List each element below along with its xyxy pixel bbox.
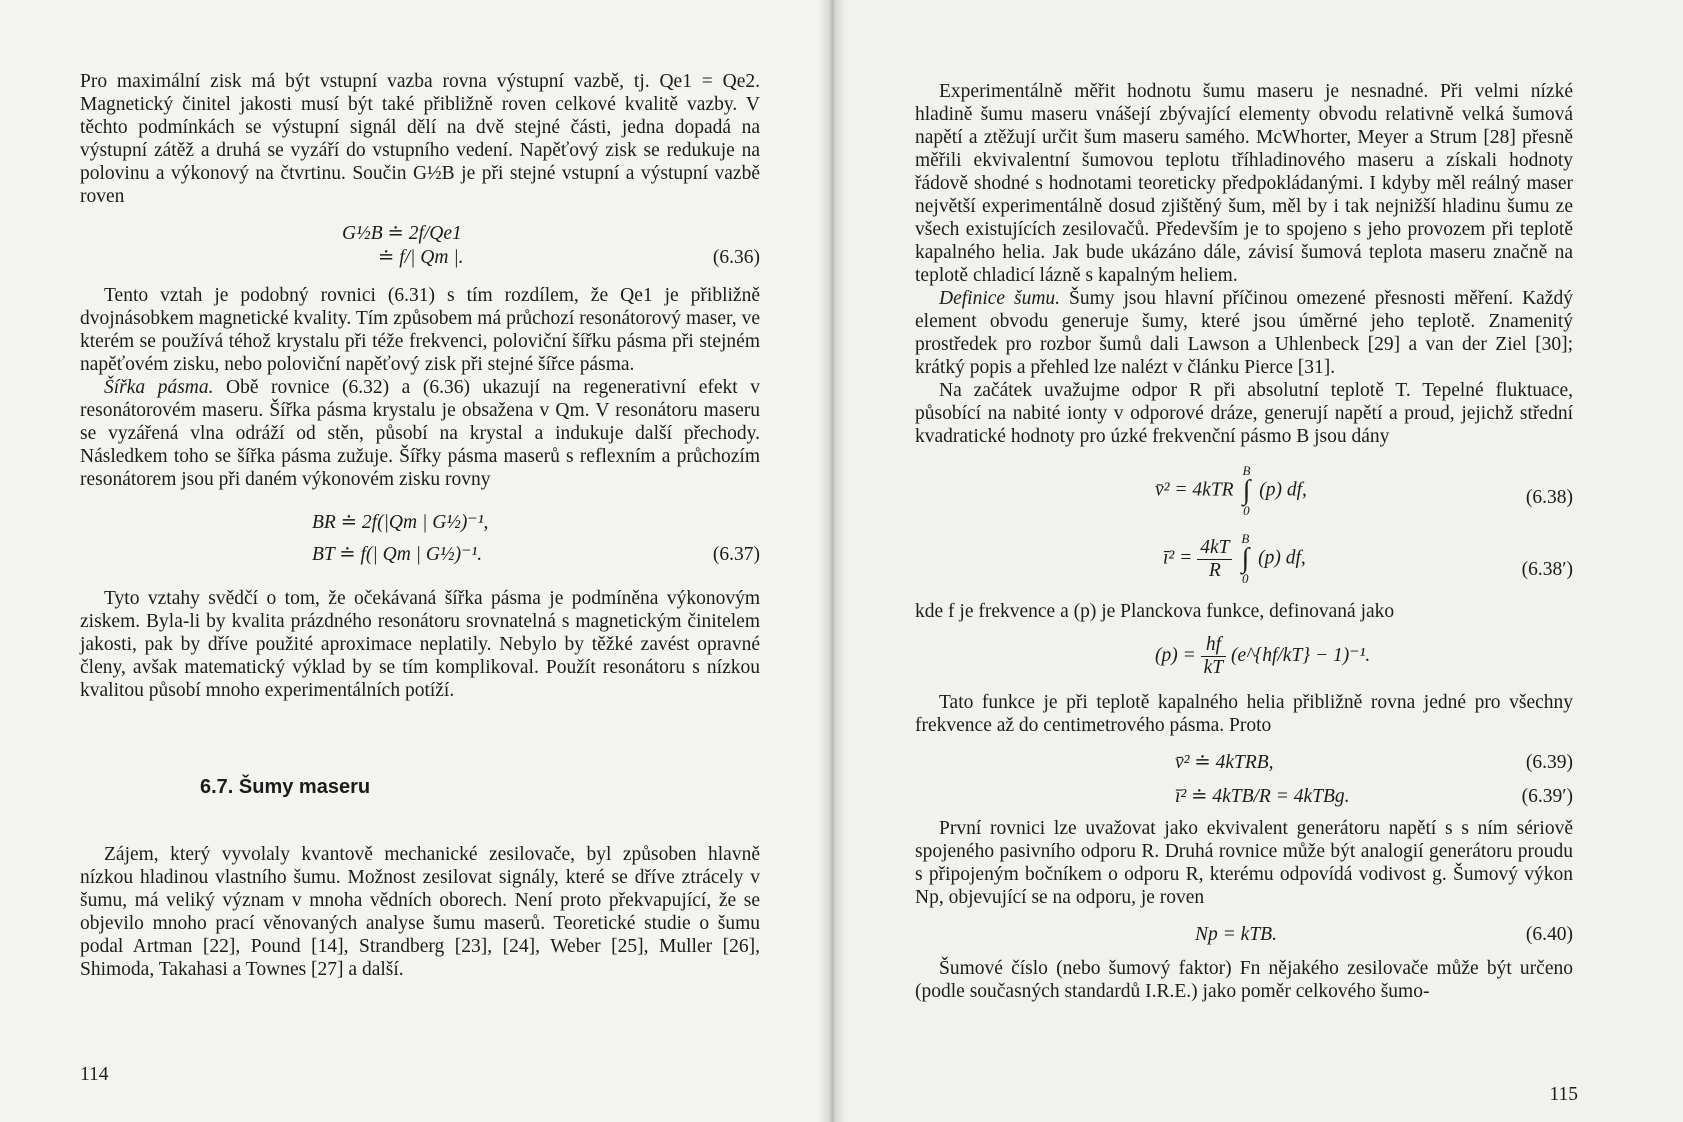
paragraph-body: Šumy jsou hlavní příčinou omezené přesnosti měření. Každý element obvodu generuje šumy, které jsou úměrné jeho teplotě. Znamenitý prostředek pro rozbor šumů dali Lawson a Uhlenbeck [29] a van der Ziel [30]; krátký popis a přehled lze nalézt v článku Pierce [31]. — [915, 288, 1573, 378]
fraction — [1201, 634, 1227, 679]
equation-text: ī² ≐ 4kTB/R = 4kTBg. — [1175, 786, 1350, 808]
paragraph: Experimentálně měřit hodnotu šumu maseru je nesnadné. Při velmi nízké hladině šumu maseru vnášejí zbývající elementy obvodu relativně velká šumová napětí a ztěžují určit šum maseru samého. McWhorter, Meyer a Strum [28] přesně měřili ekvivalentní šumovou teplotu tříhladinového maseru a získali hodnoty řádově shodné s hodnotami teoreticky předpokládanými. I kdyby měl reálný maser největší experimentálně dosud zjištěný šum, měl by i tak nejnižší hladinu šumu ze všech existujících zesilovačů. Především je to spojeno s jeho provozem při teplotě kapalného helia. Jak bude ukázáno dále, závisí šumová teplota maseru značně na teplotě chladicí lázně s kapalným heliem. — [915, 81, 1573, 286]
equation-line — [312, 543, 760, 567]
integral-sign: B ∫ 0 — [1241, 531, 1250, 586]
integral-lower-limit: 0 — [1243, 503, 1250, 518]
equation-number: (6.36) — [712, 247, 760, 268]
equation-6-36 — [342, 222, 760, 270]
equation-6-40 — [915, 923, 1573, 947]
equation-6-39 — [915, 751, 1573, 809]
equation-rhs: (e^{hf/kT} − 1)⁻¹. — [1231, 645, 1371, 666]
equation-text: v̄² ≐ 4kTRB, — [1175, 752, 1274, 774]
fraction-numerator: 4kT — [1197, 537, 1232, 560]
equation-line — [1155, 464, 1573, 518]
book-gutter — [818, 0, 846, 1122]
paragraph: Tato funkce je při teplotě kapalného helia přibližně rovna jedné pro všechny frekvence až do centimetrového pásma. Proto — [915, 692, 1573, 737]
left-page — [0, 0, 830, 1122]
paragraph: První rovnici lze uvažovat jako ekvivalent generátoru napětí s s ním sériově spojeného pasivního odporu R. Druhá rovnice může být analogií generátoru proudu s připojeným bočníkem o odporu R, kterému odpovídá vodivost g. Šumový výkon Np, objevující se na odporu, je roven — [915, 818, 1573, 909]
paragraph: Zájem, který vyvolaly kvantově mechanické zesilovače, byl způsoben hlavně nízkou hladinou vlastního šumu. Možnost zesilovat signály, které se dříve ztrácely v šumu, má veliký význam v mnoha vědních oborech. Není proto překvapující, že se objevilo mnoho prací věnovaných analyse šumu maserů. Teoretické studie o šumu podal Artman [22], Pound [14], Strandberg [23], [24], Weber [25], Muller [26], Shimoda, Takahasi a Townes [27] a další. — [80, 844, 760, 980]
paragraph: Tyto vztahy svědčí o tom, že očekávaná šířka pásma je podmíněna výkonovým ziskem. Byla-li by kvalita prázdného resonátoru srovnatelná s magnetickým činitelem jakosti, pak by dříve použité aproximace neplatily. Nebylo by těžké zavést opravné členy, avšak matematický výklad by se tím komplikoval. Použít resonátoru s nízkou kvalitou působí mnoho experimentálních potíží. — [80, 588, 760, 701]
equation-number: (6.39′) — [1521, 786, 1573, 808]
equation-text: ≐ f/| Qm |. — [378, 247, 464, 268]
fraction — [1197, 537, 1232, 582]
integral-sign: B ∫ 0 — [1242, 463, 1251, 518]
right-page — [830, 0, 1683, 1122]
equation-line — [1175, 785, 1573, 809]
page-number: 115 — [1549, 1084, 1578, 1105]
equation-lhs: (p) = — [1155, 645, 1196, 666]
equation-line — [1195, 923, 1573, 947]
equation-number: (6.38) — [1525, 487, 1573, 508]
equation-number: (6.37) — [712, 544, 760, 565]
integral-upper-limit: B — [1242, 463, 1251, 478]
equation-line — [1163, 532, 1573, 586]
equation-line — [1155, 633, 1573, 679]
paragraph-lead: Šířka pásma. — [104, 377, 214, 398]
fraction-numerator: hf — [1201, 634, 1227, 657]
equation-number: (6.38′) — [1521, 559, 1573, 580]
equation-number: (6.39) — [1525, 752, 1573, 774]
equation-6-37 — [312, 511, 760, 567]
equation-number: (6.40) — [1525, 924, 1573, 946]
paragraph: Pro maximální zisk má být vstupní vazba rovna výstupní vazbě, tj. Qe1 = Qe2. Magnetický činitel jakosti musí být také přibližně roven celkové kvalitě vazby. V těchto podmínkách se výstupní signál dělí na dvě stejné části, jedna dopadá na výstupní zátěž a druhá se vyzáří do vstupního vedení. Napěťový zisk se redukuje na polovinu a výkonový na čtvrtinu. Součin G½B je při stejné vstupní a výstupní vazbě roven — [80, 71, 760, 207]
equation-line: G½B ≐ 2f/Qe1 — [342, 223, 462, 244]
equation-lhs: ī² = — [1163, 547, 1193, 569]
equation-line — [1175, 751, 1573, 775]
section-heading: 6.7. Šumy maseru — [200, 776, 371, 798]
fraction-denominator: R — [1208, 559, 1221, 581]
page-number: 114 — [80, 1064, 109, 1085]
paragraph: kde f je frekvence a (p) je Planckova funkce, definovaná jako — [915, 601, 1395, 622]
paragraph — [915, 287, 1573, 379]
equation-rhs: (p) df, — [1258, 547, 1306, 569]
paragraph: Šumové číslo (nebo šumový faktor) Fn nějakého zesilovače může být určeno (podle současných standardů I.R.E.) jako poměr celkového šumo- — [915, 958, 1573, 1003]
equation-6-38 — [915, 464, 1573, 518]
integral-upper-limit: B — [1241, 531, 1250, 546]
paragraph: Tento vztah je podobný rovnici (6.31) s tím rozdílem, že Qe1 je přibližně dvojnásobkem magnetické kvality. Tím způsobem má průchozí resonátorový maser, ve kterém se používá téhož krystalu při téže frekvenci, poloviční šířku pásma při stejném napěťovém zisku, nebo poloviční napěťový zisk při stejné šířce pásma. — [80, 285, 760, 375]
paragraph — [80, 376, 760, 491]
equation-line — [342, 246, 760, 270]
integral-lower-limit: 0 — [1242, 571, 1249, 586]
equation-line: BR ≐ 2f(|Qm | G½)⁻¹, — [312, 512, 489, 533]
equation-rhs: (p) df, — [1259, 479, 1307, 501]
fraction-denominator: kT — [1203, 657, 1224, 679]
equation-lhs: v̄² = 4kTR — [1155, 479, 1234, 501]
equation-text: Np = kTB. — [1195, 924, 1277, 946]
equation-planck — [915, 633, 1573, 679]
paragraph: Na začátek uvažujme odpor R při absolutní teplotě T. Tepelné fluktuace, působící na nabité ionty v odporové dráze, generují napětí a proud, jejichž střední kvadratické hodnoty pro úzké frekvenční pásmo B jsou dány — [915, 380, 1573, 447]
equation-text: BT ≐ f(| Qm | G½)⁻¹. — [312, 544, 483, 565]
equation-6-38-prime — [915, 532, 1573, 586]
paragraph-body: Obě rovnice (6.32) a (6.36) ukazují na regenerativní efekt v resonátorovém maseru. Šířka pásma krystalu je obsažena v Qm. V resonátoru maseru se vyzářená vlna odráží od stěn, působí na krystal a indukuje další přechody. Následkem toho se šířka pásma zužuje. Šířky pásma maserů s reflexním a průchozím resonátorem jsou při daném výkonovém zisku rovny — [80, 377, 760, 490]
paragraph-lead: Definice šumu. — [939, 288, 1061, 309]
